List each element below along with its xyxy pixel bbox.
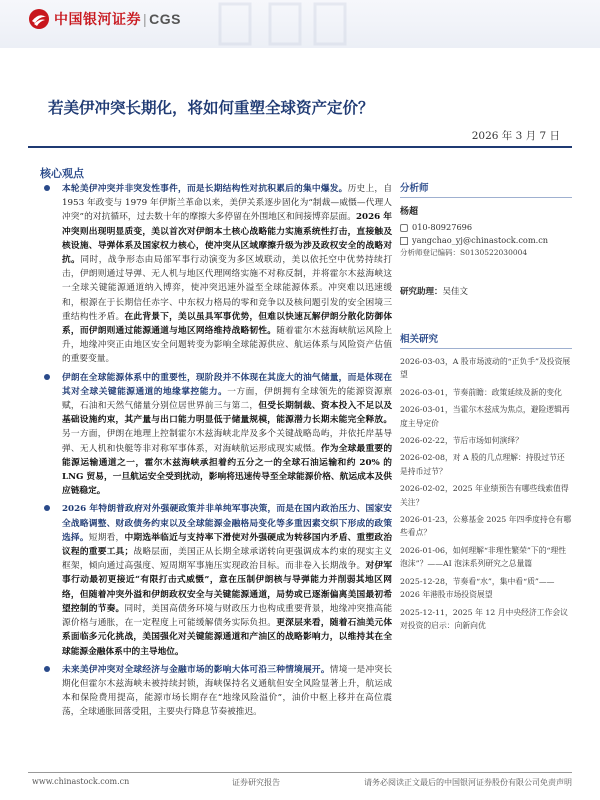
related-research-item[interactable]: 2026-02-22，节后市场如何演绎？ xyxy=(400,436,523,446)
footer-site[interactable]: www.chinastock.com.cn xyxy=(32,777,130,786)
related-research-item[interactable]: 2026-03-01，当霍尔木兹成为焦点，避险逻辑再度主导定价 xyxy=(400,405,570,428)
paragraph-emphasis: 中期选举临近与支持率下滑使对外强硬成为转移国内矛盾、重塑政治议程的重要工具； xyxy=(62,532,393,558)
analyst-name: 杨超 xyxy=(400,207,419,217)
sidebar xyxy=(400,180,572,636)
mail-icon xyxy=(400,237,408,245)
footer-report-type: 证券研究报告 xyxy=(232,778,280,787)
title-divider xyxy=(28,146,572,148)
paragraph-text: 同时，美国高债务环境与财政压力也构成重要背景，地缘冲突推高能源价格与通胀，在一定程度上可能缓解债务实际负担。 xyxy=(62,603,393,629)
footer-disclaimer: 请务必阅读正文最后的中国银河证券股份有限公司免责声明 xyxy=(364,778,572,787)
paragraph-text: 历史上，自 1953 年政变与 1979 年伊斯兰革命以来，美伊关系逐步固化为“制裁—威慑—代理人冲突”的对抗循环，过去数十年的摩擦大多停留在外围地区和间接博弈层面。 xyxy=(62,184,393,223)
core-view-paragraph xyxy=(40,371,392,499)
report-date: 2026 年 3 月 7 日 xyxy=(471,130,560,142)
core-view-paragraph xyxy=(40,182,392,367)
related-research-list xyxy=(400,355,572,632)
bullet-dot-icon xyxy=(44,505,50,511)
bullet-dot-icon xyxy=(44,374,50,380)
paragraph-emphasis: 对伊军事行动最初更接近“有限打击式威慑”，意在压制伊朗核与导弹能力并削弱其地区网络，但随着冲突外溢和伊朗政权安全与关键能源通道，局势或已逐渐偏离美国最初希望控制的节奏。 xyxy=(62,561,393,614)
paragraph-text: 一方面，伊朗拥有全球领先的能源资源禀赋，石油和天然气储量分别位居世界前三与第二， xyxy=(62,386,393,412)
related-research-item[interactable]: 2025-12-28，节奏看“水”，集中看“质”——2026 年港股市场投资展望 xyxy=(400,576,555,600)
analyst-registration: 分析师登记编码：S0130522030004 xyxy=(400,248,528,257)
paragraph-text: 情境一是冲突长期化但霍尔木兹海峡未被持续封锁，海峡保持名义通航但安全风险显著上升，航运成本和保险费用提高，能源市场长期存在“地缘风险溢价”，油价中枢上移并在高位震荡，全球通胀回落受阻，主要央行降息节奏被推迟。 xyxy=(62,664,393,718)
header-bar xyxy=(0,0,600,48)
related-research-item[interactable]: 2026-01-06，如何理解“非理性繁荣”下的“理性泡沫”？——AI 泡沫系列研究之总量篇 xyxy=(400,545,567,569)
galaxy-logo-icon xyxy=(28,8,50,30)
paragraph-emphasis: 在此背景下，美以虽具军事优势，但难以快速瓦解伊朗分散化防御体系，而伊朗则通过能源通道与地区网络维持战略韧性。 xyxy=(62,311,393,337)
core-view-paragraph xyxy=(40,502,392,658)
research-assistant xyxy=(400,285,572,297)
assistant-name: 吴佳文 xyxy=(442,287,469,297)
paragraph-emphasis: 伊朗在全球能源体系中的重要性，现阶段并不体现在其庞大的油气储量，而是体现在其对全球关键能源通道的地缘掌控能力。 xyxy=(62,372,392,397)
paragraph-emphasis: 2026 年冲突则出现明显质变，美以首次对伊朗本土核心战略能力实施系统性打击，直接触及核设施、导弹体系及国家权力核心，使冲突从区域摩擦升级为涉及政权安全的战略对抗。 xyxy=(62,212,392,266)
core-views-heading: 核心观点 xyxy=(40,167,84,180)
analyst-heading: 分析师 xyxy=(400,180,572,198)
related-research-item[interactable]: 2026-02-08，对 A 股的几点理解：持股过节还是持币过节？ xyxy=(400,453,565,476)
related-research-item[interactable]: 2025-12-11，2025 年 12 月中央经济工作会议对投资的启示：向新向优 xyxy=(400,607,568,630)
bullet-dot-icon xyxy=(44,666,50,672)
analyst-email xyxy=(400,234,572,247)
core-view-paragraph xyxy=(40,663,392,720)
assistant-label: 研究助理： xyxy=(400,287,443,297)
analyst-phone xyxy=(400,221,572,234)
background-watermark xyxy=(200,0,360,48)
paragraph-emphasis: 作为全球最重要的能源运输通道之一，霍尔木兹海峡承担着约五分之一的全球石油运输和约 20% 的 LNG 贸易，一旦航运安全受到扰动，影响将迅速传导至全球能源价格、航运成本及供应链稳定。 xyxy=(62,443,393,497)
paragraph-text: 另一方面，伊朗在地理上控制霍尔木兹海峡北岸及多个关键战略岛屿，并依托岸基导弹、无人机和快艇等非对称军事体系，对海峡航运形成现实威慑。 xyxy=(62,429,392,454)
paragraph-emphasis: 本轮美伊冲突并非突发性事件，而是长期结构性对抗积累后的集中爆发。 xyxy=(62,184,348,194)
paragraph-text: 短期看， xyxy=(88,532,125,543)
paragraph-emphasis: 但受长期制裁、资本投入不足以及基础设施约束，其产量与出口能力明显低于储量规模，能源潜力长期未能完全释放。 xyxy=(62,401,393,426)
phone-text: 010-80927696 xyxy=(412,222,473,232)
phone-icon xyxy=(400,224,408,232)
brand-logo-text: 中国银河证券 | CGS xyxy=(54,11,181,27)
paragraph-emphasis: 未来美伊冲突对全球经济与金融市场的影响大体可沿三种情境展开。 xyxy=(62,664,330,675)
bullet-dot-icon xyxy=(44,185,50,191)
paragraph-text: 随着霍尔木兹海峡航运风险上升，地缘冲突正由地区安全问题转变为影响全球能源供应、航运体系与风险资产估值的重要变量。 xyxy=(62,326,393,365)
paragraph-text: 同时，战争形态由局部军事行动演变为多区域联动，美以依托空中优势持续打击，伊朗则通过导弹、无人机与地区代理网络实施不对称反制，并将霍尔木兹海峡这一全球关键能源通道纳入博弈，使冲突迅速外溢至全球能源体系。冲突难以迅速缓和，根源在于长期信任赤字、中东权力格局的零和竞争以及核问题引发的安全困境三重结构性矛盾。 xyxy=(62,255,393,322)
footer-divider xyxy=(28,772,572,773)
related-research-item[interactable]: 2026-02-02，2025 年业绩预告有哪些线索值得关注？ xyxy=(400,484,569,507)
related-research-heading: 相关研究 xyxy=(400,331,572,349)
related-research-item[interactable]: 2026-03-01，节奏前瞻：政策延续及新的变化 xyxy=(400,387,562,397)
paragraph-emphasis: 更深层来看，随着石油美元体系面临多元化挑战，美国强化对关键能源通道和产油区的战略影响力，以维持其在全球能源金融体系中的主导地位。 xyxy=(62,618,393,657)
paragraph-text: 战略层面，美国正从长期全球承诺转向更强调成本约束的现实主义框架，倾向通过高强度、短周期军事施压实现政治目标。而非卷入长期战争。 xyxy=(62,547,393,572)
email-text[interactable]: yangchao_yj@chinastock.com.cn xyxy=(412,235,549,245)
report-title: 若美伊冲突长期化，将如何重塑全球资产定价？ xyxy=(48,99,374,117)
related-research-item[interactable]: 2026-03-03，A 股市场波动的“正负手”及投资展望 xyxy=(400,357,571,380)
core-views-body xyxy=(40,182,392,724)
paragraph-emphasis: 2026 年特朗普政府对外强硬政策并非单纯军事决策，而是在国内政治压力、国家安全战略调整、财政债务约束以及全球能源金融格局变化等多重因素交织下形成的政策选择。 xyxy=(62,504,392,543)
related-research-item[interactable]: 2026-01-23，公募基金 2025 年四季度持仓有哪些看点？ xyxy=(400,515,572,538)
